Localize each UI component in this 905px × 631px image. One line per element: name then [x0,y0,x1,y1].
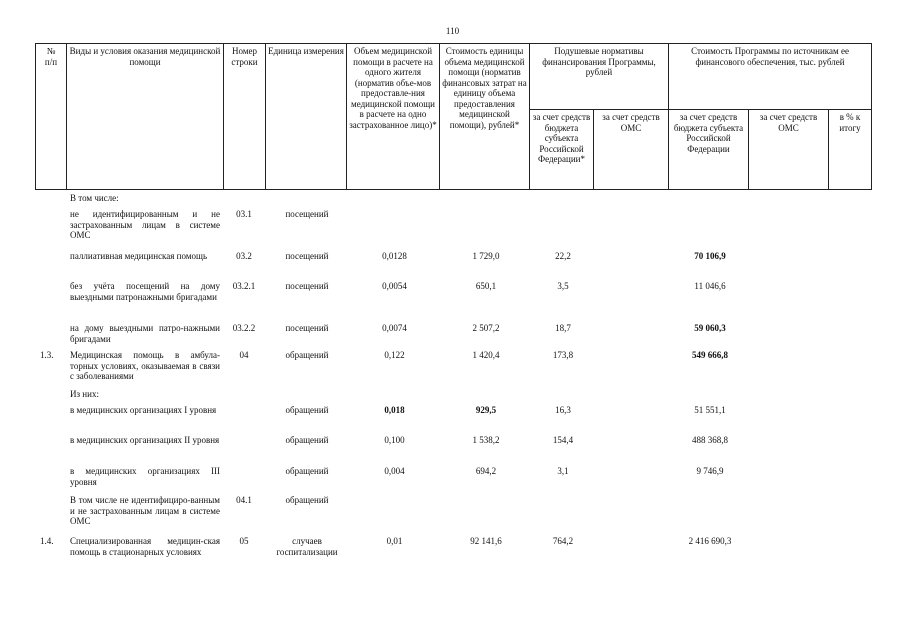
table-row [35,466,877,495]
header-code: Номер строки [224,44,266,190]
header-unit: Единица измерения [266,44,347,190]
row-unit-cost: 1 729,0 [472,251,500,261]
header-program-pct: в % к итогу [829,110,872,190]
row-volume: 0,0054 [382,281,407,291]
row-per-capita-budget: 18,7 [555,323,571,333]
row-description: в медицинских организациях III уровня [70,466,220,487]
row-number: 1.3. [40,350,54,360]
row-unit-cost: 929,5 [475,405,497,415]
row-program-budget: 51 551,1 [694,405,726,415]
header-num: № п/п [36,44,67,190]
row-program-budget: 488 368,8 [692,435,728,445]
row-volume: 0,0074 [382,323,407,333]
row-program-budget: 11 046,6 [694,281,726,291]
row-unit-cost: 2 507,2 [472,323,500,333]
row-unit-cost: 92 141,6 [470,536,502,546]
row-per-capita-budget: 173,8 [552,350,574,360]
table-row [35,209,877,251]
table-row [35,536,877,576]
row-unit: обращений [285,350,329,360]
row-description: паллиативная медицинская помощь [70,251,208,261]
row-program-budget: 70 106,9 [694,251,726,261]
table-row [35,389,877,405]
row-code: 03.2 [236,251,252,261]
table-row [35,323,877,350]
row-per-capita-budget: 3,5 [557,281,569,291]
table-row [35,193,877,209]
row-volume: 0,018 [384,405,405,415]
table-row [35,251,877,281]
table-body [35,193,877,576]
row-program-budget: 549 666,8 [692,350,728,360]
row-code: 03.2.2 [232,323,256,333]
row-code: 04 [239,350,249,360]
header-per-capita: Подушевые нормативы финансирования Программы, рублей [530,44,669,110]
row-description: Медицинская помощь в амбула-торных условиях, оказываемая в связи с заболеваниями [70,350,220,381]
row-per-capita-budget: 764,2 [552,536,574,546]
row-description: Из них: [70,389,99,399]
row-unit-cost: 694,2 [475,466,497,476]
row-volume: 0,0128 [382,251,407,261]
row-program-budget: 59 060,3 [694,323,726,333]
row-program-budget: 9 746,9 [696,466,724,476]
page-number: 110 [445,26,460,36]
row-volume: 0,100 [384,435,405,445]
row-code: 03.1 [236,209,252,219]
row-unit: посещений [285,251,329,261]
header-program-budget: за счет средств бюджета субъекта Российской Федерации [669,110,749,190]
table-row [35,350,877,389]
row-code: 03.2.1 [232,281,256,291]
row-description: В том числе не идентифициро-ванным и не застрахованным лицам в системе ОМС [70,495,220,526]
row-description: в медицинских организациях I уровня [70,405,217,415]
table-header [35,43,872,190]
row-per-capita-budget: 3,1 [557,466,569,476]
table-row [35,281,877,323]
row-unit: посещений [285,209,329,219]
header-per-capita-budget: за счет средств бюджета субъекта Российской Федерации* [530,110,594,190]
row-unit: посещений [285,281,329,291]
row-unit: обращений [285,466,329,476]
header-cost: Стоимость единицы объема медицинской помощи (норматив финансовых затрат на единицу объема предоставления медицинской помощи), рублей* [440,44,530,190]
row-code: 05 [239,536,249,546]
row-code: 04.1 [236,495,252,505]
row-unit: обращений [285,405,329,415]
header-per-capita-oms: за счет средств ОМС [594,110,669,190]
row-description: не идентифицированным и не застрахованным лицам в системе ОМС [70,209,220,240]
row-unit: случаев госпитализации [276,536,338,557]
row-program-budget: 2 416 690,3 [688,536,732,546]
row-description: Специализированная медицин-ская помощь в стационарных условиях [70,536,220,557]
row-unit: посещений [285,323,329,333]
row-per-capita-budget: 154,4 [552,435,574,445]
row-per-capita-budget: 22,2 [555,251,571,261]
header-desc: Виды и условия оказания медицинской помощи [67,44,224,190]
row-unit-cost: 1 538,2 [472,435,500,445]
row-description: В том числе: [70,193,119,203]
header-volume: Объем медицинской помощи в расчете на одного жителя (норматив объе-мов предоставле-ния медицинской помощи в расчете на одно застрахованное лицо)* [347,44,440,190]
table-row [35,495,877,536]
table-row [35,435,877,466]
row-description: в медицинских организациях II уровня [70,435,220,445]
row-description: на дому выездными патро-нажными бригадами [70,323,220,344]
row-number: 1.4. [40,536,54,546]
row-unit-cost: 650,1 [475,281,497,291]
row-unit-cost: 1 420,4 [472,350,500,360]
row-volume: 0,122 [384,350,405,360]
table-row [35,405,877,435]
row-unit: обращений [285,495,329,505]
header-program-oms: за счет средств ОМС [749,110,829,190]
row-per-capita-budget: 16,3 [555,405,571,415]
row-unit: обращений [285,435,329,445]
row-volume: 0,01 [386,536,403,546]
row-description: без учёта посещений на дому выездными патронажными бригадами [70,281,220,302]
row-volume: 0,004 [384,466,405,476]
header-program-cost: Стоимость Программы по источникам ее финансового обеспечения, тыс. рублей [669,44,872,110]
